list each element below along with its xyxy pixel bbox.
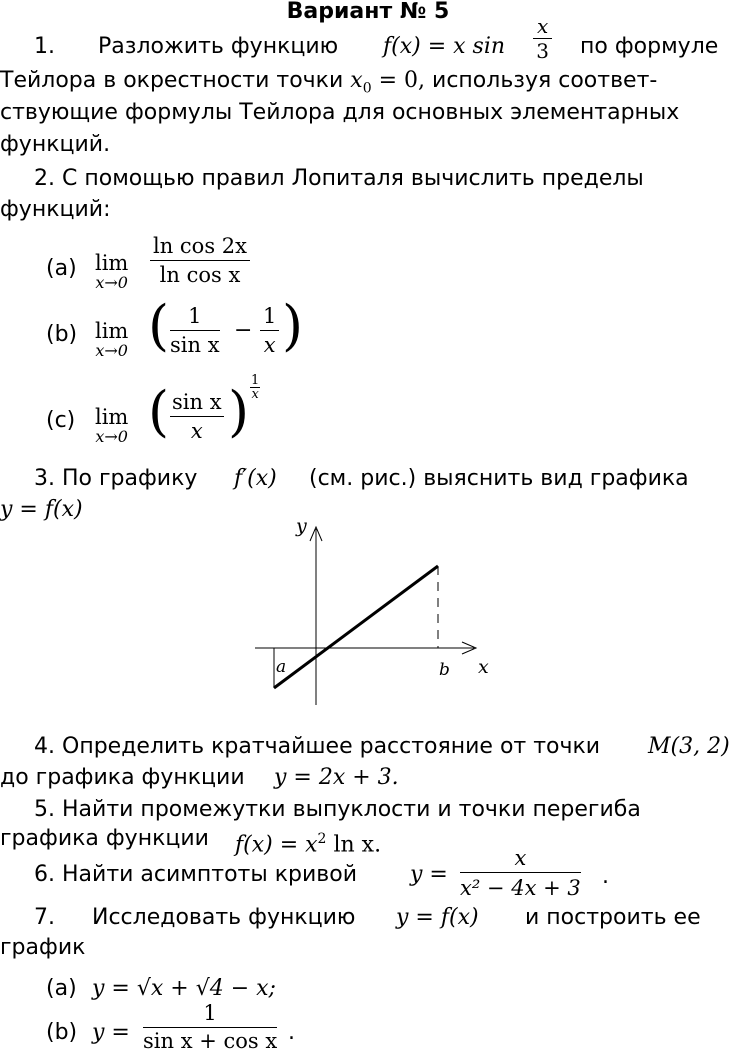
problem-5-equation-2: ln x. bbox=[333, 832, 382, 858]
exponent-denominator: x bbox=[251, 387, 259, 402]
problem-7-text-2: и построить ее bbox=[525, 905, 701, 930]
problem-4-equation: y = 2x + 3. bbox=[274, 765, 399, 790]
problem-1-number: 1. bbox=[34, 34, 55, 59]
derivative-graph bbox=[0, 505, 736, 725]
item-b-denominator-1: sin x bbox=[170, 333, 220, 357]
derivative-line bbox=[274, 566, 438, 688]
problem-5-equation: f(x) = x bbox=[235, 832, 318, 858]
item-a-denominator: ln cos x bbox=[159, 263, 241, 287]
problem-3-text: По графику bbox=[62, 466, 198, 491]
right-paren: ) bbox=[228, 380, 250, 443]
problem-6-denominator: x² − 4x + 3 bbox=[460, 876, 581, 900]
problem-1-line-2b: используя соответ- bbox=[432, 68, 658, 93]
item-b-denominator-2: x bbox=[263, 333, 276, 357]
problem-7-item-b-denominator: sin x + cos x bbox=[143, 1029, 278, 1053]
x-axis-label: x bbox=[478, 656, 489, 678]
problem-6-text: Найти асимптоты кривой bbox=[62, 862, 358, 887]
page-title: Вариант № 5 bbox=[286, 0, 450, 24]
item-b-label: (b) bbox=[46, 322, 78, 347]
y-axis-label: y bbox=[296, 515, 307, 537]
problem-6-period: . bbox=[602, 864, 609, 889]
lim-word: lim bbox=[95, 319, 129, 343]
problem-1-line-2: Тейлора в окрестности точки bbox=[0, 68, 344, 93]
a-label: a bbox=[276, 657, 287, 677]
problem-2-line-2: функций: bbox=[0, 197, 111, 222]
problem-7-number: 7. bbox=[34, 905, 55, 930]
item-c-numerator: sin x bbox=[170, 388, 224, 417]
problem-3-line-2: y = f(x) bbox=[0, 497, 83, 522]
left-paren: ( bbox=[148, 294, 170, 357]
problem-7-equation: y = f(x) bbox=[396, 905, 479, 930]
problem-4-point: M(3, 2) bbox=[648, 734, 730, 759]
problem-6-number: 6. bbox=[34, 862, 55, 887]
problem-1-line-4: функций. bbox=[0, 132, 111, 157]
problem-7-text: Исследовать функцию bbox=[92, 905, 356, 930]
problem-1-x0: x bbox=[350, 68, 363, 93]
item-b-numerator-1: 1 bbox=[170, 302, 220, 331]
problem-7-line-2: график bbox=[0, 935, 86, 960]
problem-4-number: 4. bbox=[34, 734, 55, 759]
problem-7-item-a-label: (a) bbox=[46, 976, 77, 1001]
problem-5-exponent: 2 bbox=[317, 831, 327, 847]
right-paren: ) bbox=[282, 294, 304, 357]
problem-1-frac-den: 3 bbox=[536, 39, 549, 63]
lim-sub: x→0 bbox=[95, 273, 128, 292]
left-paren: ( bbox=[148, 380, 170, 443]
problem-3-number: 3. bbox=[34, 466, 55, 491]
problem-1-frac-num: x bbox=[533, 14, 552, 39]
problem-3-text-2: (см. рис.) выяснить вид графика bbox=[309, 466, 689, 491]
item-c-denominator: x bbox=[190, 419, 203, 443]
problem-1-line-3: ствующие формулы Тейлора для основных элементарных bbox=[0, 100, 680, 125]
problem-6-y: y = bbox=[410, 862, 448, 887]
problem-5-text: Найти промежутки выпуклости и точки перегиба bbox=[62, 797, 641, 822]
problem-4-line-2: до графика функции bbox=[0, 765, 245, 790]
exponent-numerator: 1 bbox=[251, 373, 260, 388]
item-a-label: (a) bbox=[46, 256, 77, 281]
lim-sub: x→0 bbox=[95, 341, 128, 360]
problem-5-line-2: графика функции bbox=[0, 826, 209, 851]
problem-2-line-1: С помощью правил Лопиталя вычислить пределы bbox=[62, 166, 644, 191]
problem-3-derivative: f′(x) bbox=[234, 466, 277, 491]
minus-sign: − bbox=[234, 318, 253, 343]
problem-1-x0-rest: = 0, bbox=[378, 68, 426, 93]
problem-7-item-b-period: . bbox=[288, 1020, 295, 1045]
item-a-numerator: ln cos 2x bbox=[150, 232, 250, 261]
problem-1-x0-sub: 0 bbox=[362, 80, 372, 97]
problem-1-text: Разложить функцию bbox=[98, 34, 339, 59]
problem-6-numerator: x bbox=[460, 844, 581, 873]
problem-7-item-a-equation: y = √x + √4 − x; bbox=[92, 976, 276, 1001]
problem-7-item-b-y: y = bbox=[92, 1020, 130, 1045]
problem-7-item-b-numerator: 1 bbox=[143, 1000, 277, 1028]
item-c-label: (c) bbox=[46, 408, 76, 433]
problem-1-function: f(x) = x sin bbox=[383, 34, 506, 59]
problem-7-item-b-label: (b) bbox=[46, 1020, 78, 1045]
lim-word: lim bbox=[95, 405, 129, 429]
b-label: b bbox=[439, 660, 450, 680]
problem-4-text: Определить кратчайшее расстояние от точки bbox=[62, 734, 601, 759]
lim-word: lim bbox=[95, 251, 129, 275]
lim-sub: x→0 bbox=[95, 427, 128, 446]
item-b-numerator-2: 1 bbox=[260, 302, 279, 331]
problem-5-number: 5. bbox=[34, 797, 55, 822]
problem-2-number: 2. bbox=[34, 166, 55, 191]
problem-1-text-2: по формуле bbox=[580, 34, 719, 59]
